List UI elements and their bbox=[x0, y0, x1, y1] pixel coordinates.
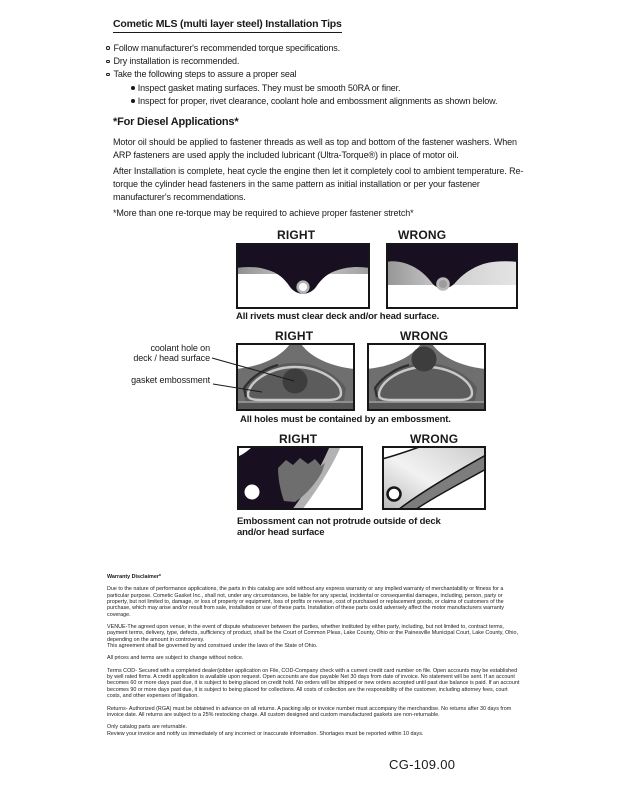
legal-paragraph: All prices and terms are subject to change without notice. bbox=[107, 655, 244, 662]
gasket-embossment-callout: gasket embossment bbox=[131, 375, 210, 385]
legal-paragraph: This agreement shall be governed by and construed under the laws of the State of Ohio. bbox=[107, 643, 318, 650]
list-item bbox=[131, 95, 497, 108]
retorque-note: *More than one re-torque may be required to achieve proper fastener stretch* bbox=[113, 208, 414, 218]
fig1-right-label: RIGHT bbox=[277, 228, 316, 242]
legal-paragraph: Review your invoice and notify us immediately of any incorrect or inaccurate information. Shortages must be reported within 10 days. bbox=[107, 730, 424, 737]
fig2-wrong-label: WRONG bbox=[400, 329, 449, 343]
fig2-caption: All holes must be contained by an embossment. bbox=[240, 414, 451, 425]
list-item bbox=[106, 42, 497, 55]
coolant-hole-callout: coolant hole on deck / head surface bbox=[133, 343, 210, 363]
installation-tips-list bbox=[106, 42, 497, 108]
legal-paragraph: Returns- Authorized (RGA) must be obtained in advance on all returns. A packing slip or invoice number must accompany the merchandise. No returns after 30 days from invoice date. All returns are subject to a 25% restocking charge. All custom designed and custom manufactured gaskets are non-returnable. bbox=[107, 705, 512, 718]
open-bullet-icon bbox=[106, 73, 110, 77]
coolant-hole-icon bbox=[412, 347, 437, 372]
filled-bullet-icon bbox=[131, 99, 135, 103]
list-item bbox=[106, 55, 497, 68]
open-bullet-icon bbox=[106, 60, 110, 64]
page-number: CG-109.00 bbox=[389, 757, 456, 772]
filled-bullet-icon bbox=[131, 86, 135, 90]
page-title: Cometic MLS (multi layer steel) Installation Tips bbox=[113, 18, 342, 33]
legal-paragraph: Due to the nature of performance applications, the parts in this catalog are sold without any express warranty or any implied warranty of merchantability or fitness for a particular purpose. Cometic Gasket Inc., shall not, under any circumstances, be liable for any special, incidental or consequential damages, including, person, party or property, but not limited to, damage, or loss of property or equipment, loss of profits or revenue, cost of purchased or replacement goods, or claims of customers of the purchase, which may arise and/or result from sale, installation or use of these parts. Installation of these parts could adversely affect the motor manufacturers warranty coverage. bbox=[107, 586, 504, 618]
open-bullet-icon bbox=[106, 46, 110, 50]
fig3-right-label: RIGHT bbox=[279, 432, 318, 446]
fig3-caption-line2: and/or head surface bbox=[237, 527, 325, 538]
fig1-caption: All rivets must clear deck and/or head surface. bbox=[236, 311, 440, 322]
fig2-right-label: RIGHT bbox=[275, 329, 314, 343]
bolt-hole-icon bbox=[245, 485, 260, 500]
diesel-applications-section bbox=[113, 116, 533, 220]
tip-text: Follow manufacturer's recommended torque specifications. bbox=[113, 43, 340, 53]
tip-text: Take the following steps to assure a proper seal bbox=[113, 69, 297, 80]
bolt-hole-icon bbox=[388, 488, 401, 501]
legal-paragraph: Terms COD- Secured with a completed dealer/jobber application on File, COD-Company check with a current credit card number on file. Open accounts may be established by well rated firms. A credit application is available upon request. Open accounts are due payable Net 30 days from date of invoice. No statement will be sent. If an account becomes 60 or more days past due, it is subject to being placed on credit hold. No orders will be shipped or new orders accepted until past due balance is paid. If an account becomes 90 or more days past due, it is subject to being placed for collections. All costs of collection are the responsibility of the customer, including attorney fees, court costs, and other expenses of litigation. bbox=[107, 667, 520, 700]
list-item bbox=[106, 68, 497, 81]
legal-paragraph: Only catalog parts are returnable. bbox=[107, 724, 188, 731]
legal-paragraph: VENUE-The agreed upon venue, in the event of dispute whatsoever between the parties, whether instituted by either party, including, but not limited to, contract terms, payment terms, delivery, type, defects, sufficiency of product, shall be the Court of Common Pleas, Lake County, Ohio or the Painesville Municipal Court, Lake County, Ohio, depending on the amount in controversy. bbox=[107, 624, 518, 643]
body-paragraph: Motor oil should be applied to fastener threads as well as top and bottom of the fastener washers. When ARP fasteners are used apply the included lubricant (Ultra-Torque®) in place of motor oil. bbox=[113, 137, 517, 160]
tip-text: Dry installation is recommended. bbox=[113, 56, 240, 67]
list-item bbox=[131, 82, 497, 95]
fig3-right-figure bbox=[237, 446, 363, 510]
fig1-wrong-figure bbox=[386, 243, 518, 309]
fig2-wrong-figure bbox=[367, 343, 486, 411]
callout-leader-lines bbox=[110, 340, 310, 402]
fig3-wrong-figure bbox=[382, 446, 486, 510]
fig3-wrong-label: WRONG bbox=[410, 432, 459, 446]
fig1-right-figure bbox=[236, 243, 370, 309]
warranty-disclaimer-section bbox=[107, 574, 523, 737]
fig1-wrong-label: WRONG bbox=[398, 228, 447, 242]
fig3-caption-line1: Embossment can not protrude outside of deck bbox=[237, 516, 441, 527]
section-heading: *For Diesel Applications* bbox=[113, 116, 239, 128]
tip-text: Inspect gasket mating surfaces. They must be smooth 50RA or finer. bbox=[137, 82, 401, 93]
tip-text: Inspect for proper, rivet clearance, coolant hole and embossment alignments as shown below. bbox=[137, 95, 498, 106]
legal-heading: Warranty Disclaimer* bbox=[107, 574, 162, 580]
body-paragraph: After Installation is complete, heat cycle the engine then let it completely cool to ambient temperature. Re-torque the cylinder head fasteners in the same pattern as initial installation or per your fastener manufacturer's recommendations. bbox=[113, 166, 524, 202]
